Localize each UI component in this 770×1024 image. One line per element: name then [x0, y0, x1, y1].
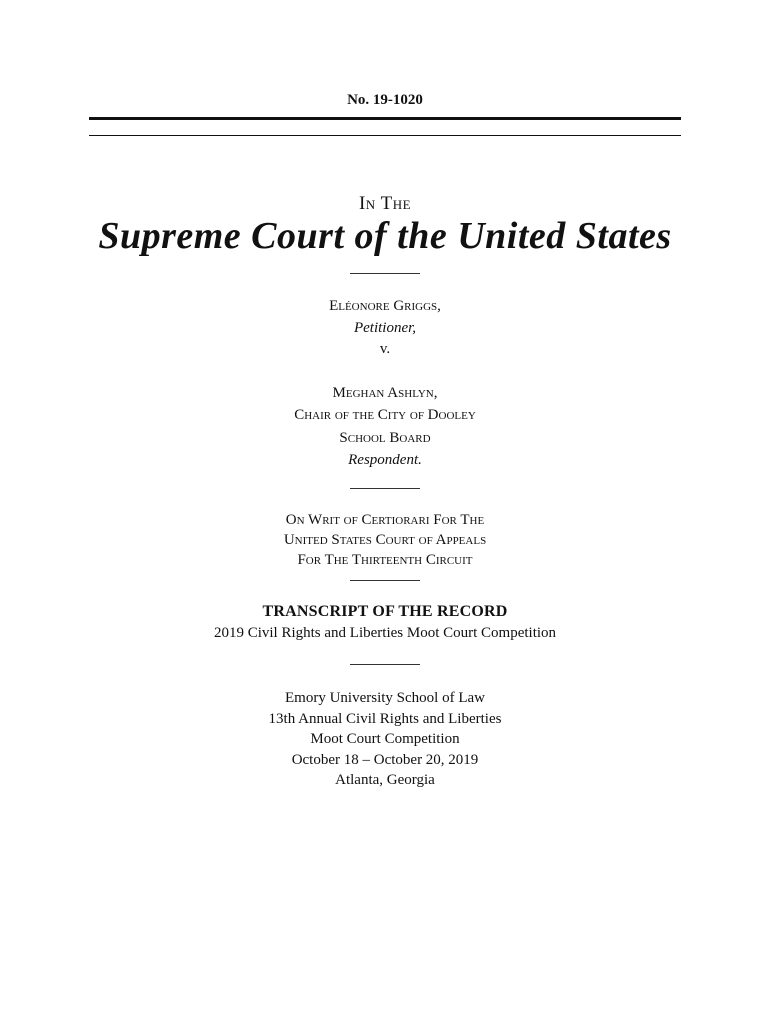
versus: v.: [379, 341, 391, 357]
top-rule-thin: [89, 135, 681, 136]
respondent-title-line2: School Board: [339, 430, 431, 446]
respondent-name: Meghan Ashlyn,: [332, 385, 438, 401]
transcript-title: TRANSCRIPT OF THE RECORD: [262, 603, 508, 620]
writ-line1: On Writ of Certiorari For The: [285, 512, 485, 528]
court-name: Supreme Court of the United States: [98, 215, 672, 257]
respondent-role: Respondent.: [348, 452, 422, 468]
footer-line5: Atlanta, Georgia: [335, 772, 435, 788]
top-rule-thick: [89, 117, 681, 120]
writ-line3: For The Thirteenth Circuit: [297, 552, 473, 568]
petitioner-name: Eléonore Griggs,: [329, 298, 441, 314]
separator-4: [350, 664, 420, 665]
docket-number: No. 19-1020: [347, 92, 423, 108]
footer-line4: October 18 – October 20, 2019: [291, 752, 479, 768]
respondent-title-line1: Chair of the City of Dooley: [294, 407, 476, 423]
separator-3: [350, 580, 420, 581]
separator-2: [350, 488, 420, 489]
transcript-subtitle: 2019 Civil Rights and Liberties Moot Court Competition: [213, 625, 557, 641]
writ-line2: United States Court of Appeals: [283, 532, 487, 548]
footer-line2: 13th Annual Civil Rights and Liberties: [268, 711, 502, 727]
petitioner-role: Petitioner,: [353, 320, 417, 336]
footer-line1: Emory University School of Law: [285, 690, 485, 706]
in-the-heading: In The: [358, 193, 412, 214]
separator-1: [350, 273, 420, 274]
footer-line3: Moot Court Competition: [310, 731, 460, 747]
